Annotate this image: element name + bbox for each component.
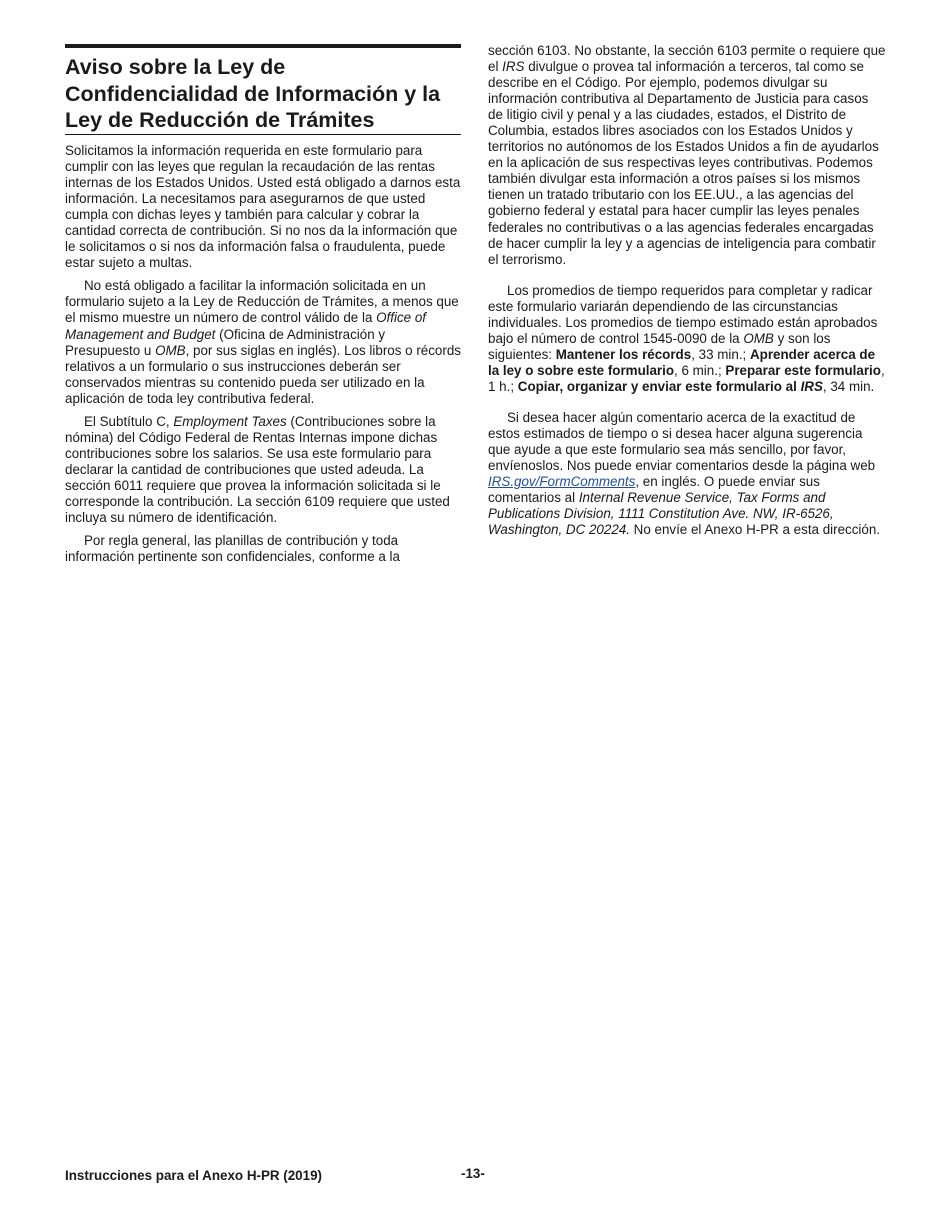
- paragraph-confidentiality: Por regla general, las planillas de contribución y toda información pertinente son confidenciales, conforme a la: [65, 533, 400, 565]
- paragraph-section-6103: sección 6103. No obstante, la sección 6103 permite o requiere que el IRS divulgue o provea tal información a terceros, tal como se describe en el Código. Por ejemplo, podemos divulgar su información contributiva al Departamento de Justicia para casos de litigio civil y penal y a las ciudades, estados, el Distrito de Columbia, estados libres asociados con los Estados Unidos y territorios no autónomos de los Estados Unidos a fin de ayudarlos en la aplicación de sus respectivas leyes contributivas. Podemos también divulgar esta información a otros países si los mismos tienen un tratado tributario con los EE.UU., a las agencias del gobierno federal y estatal para hacer cumplir las leyes penales federales no contributivas o a las agencias federales encargadas de hacer cumplir la ley y a agencias de inteligencia para combatir el terrorismo.: [488, 43, 886, 267]
- paragraph-paperwork-act: No está obligado a facilitar la información solicitada en un formulario sujeto a la Ley de Reducción de Trámites, a menos que el mismo muestre un número de control válido de la Office of Management and Budget (Oficina de Administración y Presupuesto u OMB, por sus siglas en inglés). Los libros o récords relativos a un formulario o sus instrucciones deberán ser conservados mientras su contenido pueda ser utilizado en la aplicación de toda ley contributiva federal.: [65, 278, 461, 406]
- left-body: [65, 143, 461, 572]
- right-body: [488, 43, 886, 553]
- heading-top-rule: [65, 44, 461, 48]
- page-number: -13-: [461, 1166, 485, 1181]
- paragraph-subtitle-c: El Subtítulo C, Employment Taxes (Contribuciones sobre la nómina) del Código Federal de Rentas Internas impone dichas contribuciones sobre los salarios. Se usa este formulario para declarar la cantidad de contribuciones que usted adeuda. La sección 6011 requiere que provea la información solicitada si le corresponde la contribución. La sección 6109 requiere que usted incluya su número de identificación.: [65, 413, 450, 526]
- form-comments-link[interactable]: IRS.gov/FormComments: [488, 474, 636, 490]
- heading-bottom-rule: [65, 134, 461, 135]
- section-heading: Aviso sobre la Ley de Confidencialidad de Información y la Ley de Reducción de Trámites: [65, 55, 441, 132]
- paragraph-comments: Si desea hacer algún comentario acerca de la exactitud de estos estimados de tiempo o si desea hacer alguna sugerencia que ayude a que este formulario sea más sencillo, por favor, envíenoslos. Nos puede enviar comentarios desde la página web IRS.gov/FormComments, en inglés. O puede enviar sus comentarios al Internal Revenue Service, Tax Forms and Publications Division, 1111 Constitution Ave. NW, IR-6526, Washington, DC 20224. No envíe el Anexo H-PR a esta dirección.: [488, 409, 881, 538]
- footer-title: Instrucciones para el Anexo H-PR (2019): [65, 1168, 322, 1183]
- paragraph-info-request: Solicitamos la información requerida en este formulario para cumplir con las leyes que regulan la recaudación de las rentas internas de los Estados Unidos. Usted está obligado a darnos esta información. La necesitamos para asegurarnos de que usted cumpla con dichas leyes y también para calcular y cobrar la cantidad correcta de contribución. Si no nos da la información que le solicitamos o si nos da información falsa o fraudulenta, puede estar sujeto a multas.: [65, 143, 461, 271]
- paragraph-time-estimates: Los promedios de tiempo requeridos para completar y radicar este formulario variarán dependiendo de las circunstancias individuales. Los promedios de tiempo estimado están aprobados bajo el número de control 1545-0090 de la OMB y son los siguientes: Mantener los récords, 33 min.; Aprender acerca de la ley o sobre este formulario, 6 min.; Preparar este formulario, 1 h.; Copiar, organizar y enviar este formulario al IRS, 34 min.: [488, 282, 885, 394]
